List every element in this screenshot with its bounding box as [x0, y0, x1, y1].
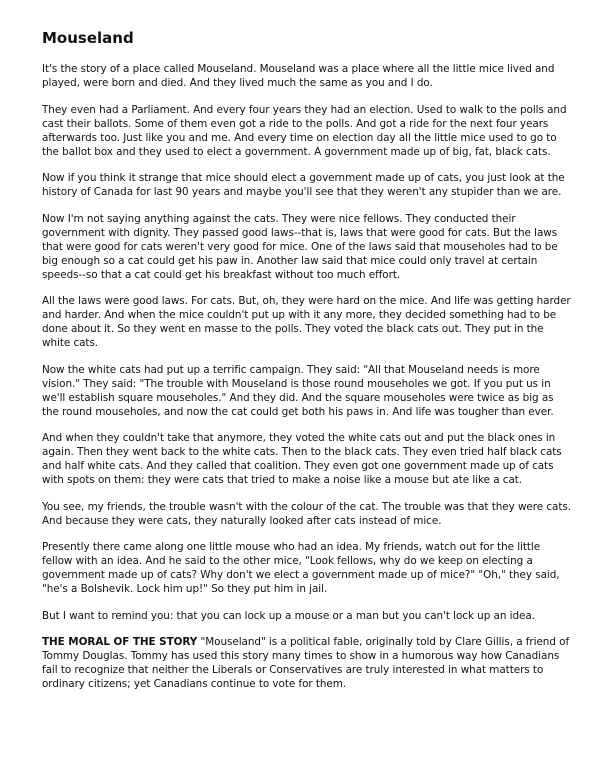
- paragraph: Now I'm not saying anything against the cats. They were nice fellows. They conducted their government with dignity. They passed good laws--that is, laws that were good for cats. But the laws that were good for cats weren't very good for mice. One of the laws said that mouseholes had to be big enough so a cat could get his paw in. Another law said that mice could only travel at certain speeds--so that a cat could get his breakfast without too much effort.: [42, 212, 558, 281]
- paragraph: But I want to remind you: that you can lock up a mouse or a man but you can't lock up an idea.: [42, 609, 535, 622]
- paragraph: And when they couldn't take that anymore, they voted the white cats out and put the black ones in again. Then they went back to the white cats. Then to the black cats. They even tried half black cats and half white cats. And they called that coalition. They even got one government made up of cats with spots on them: they were cats that tried to make a noise like a mouse but ate like a cat.: [42, 432, 562, 486]
- paragraph: They even had a Parliament. And every four years they had an election. Used to walk to the polls and cast their ballots. Some of them even got a ride to the polls. And got a ride for the next four years afterwards too. Just like you and me. And every time on election day all the little mice used to go to the ballot box and they used to elect a government. A government made up of big, fat, black cats.: [42, 103, 567, 158]
- paragraph: You see, my friends, the trouble wasn't with the colour of the cat. The trouble was that they were cats. And because they were cats, they naturally looked after cats instead of mice.: [42, 500, 571, 527]
- paragraph: All the laws were good laws. For cats. But, oh, they were hard on the mice. And life was getting harder and harder. And when the mice couldn't put up with it any more, they decided something had to be done about it. So they went en masse to the polls. They voted the black cats out. They put in the white cats.: [42, 295, 571, 349]
- paragraph: It's the story of a place called Mouseland. Mouseland was a place where all the little mice lived and played, were born and died. And they lived much the same as you and I do.: [42, 63, 555, 89]
- document-title: Mouseland: [42, 29, 134, 47]
- moral-label: THE MORAL OF THE STORY: [42, 636, 198, 648]
- moral-text: "Mouseland" is a political fable, originally told by Clare Gillis, a friend of Tommy Douglas. Tommy has used this story many times to show in a humorous way how Canadians fail to recognize that neither the Liberals or Conservatives are truly interested in what matters to ordinary citizens; yet Canadians continue to vote for them.: [42, 636, 570, 690]
- document-page: [42, 28, 572, 704]
- paragraph: Now the white cats had put up a terrific campaign. They said: "All that Mouseland needs is more vision." They said: "The trouble with Mouseland is those round mouseholes we got. If you put us in we'll establish square mouseholes." And they did. And the square mouseholes were twice as big as the round mouseholes, and now the cat could get both his paws in. And life was tougher than ever.: [42, 363, 554, 418]
- paragraph: Now if you think it strange that mice should elect a government made up of cats, you just look at the history of Canada for last 90 years and maybe you'll see that they weren't any stupider than we are.: [42, 172, 565, 198]
- paragraph: Presently there came along one little mouse who had an idea. My friends, watch out for the little fellow with an idea. And he said to the other mice, "Look fellows, why do we keep on electing a government made up of cats? Why don't we elect a government made up of mice?" "Oh," they said, "he's a Bolshevik. Lock him up!" So they put him in jail.: [42, 541, 560, 595]
- moral-paragraph: [42, 635, 572, 691]
